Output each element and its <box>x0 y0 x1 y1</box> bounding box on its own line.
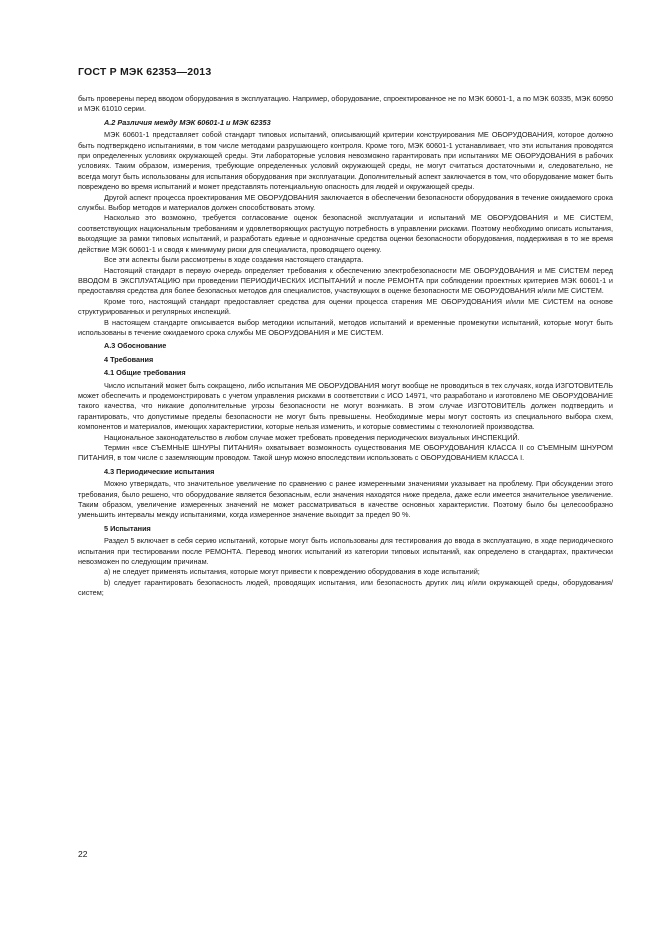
body-paragraph: быть проверены перед вводом оборудования в эксплуатацию. Например, оборудование, спроектированное не по МЭК 60601-1, а по МЭК 60335, МЭК 60950 и МЭК 61010 серии. <box>78 94 613 114</box>
section-heading: 4.1 Общие требования <box>104 368 186 378</box>
body-paragraph: В настоящем стандарте описывается выбор методики испытаний, методов испытаний и временные промежутки испытаний, которые могут быть использованы в течение ожидаемого срока службы МЕ ОБОРУДОВАНИЯ и МЕ СИСТЕМ. <box>78 317 613 337</box>
body-paragraph: Термин «все СЪЕМНЫЕ ШНУРЫ ПИТАНИЯ» охватывает возможность существования МЕ ОБОРУДОВАНИЯ КЛАССА II со СЪЕМНЫМ ШНУРОМ ПИТАНИЯ, в том числе с заземляющим проводом. Такой шнур можно впоследствии использовать с ОБОРУДОВАНИЕМ КЛАССА I. <box>78 443 613 463</box>
body-paragraph: Национальное законодательство в любом случае может требовать проведения периодических визуальных ИНСПЕКЦИЙ. <box>104 432 520 442</box>
section-heading: 5 Испытания <box>104 523 151 533</box>
body-paragraph: Раздел 5 включает в себя серию испытаний, которые могут быть использованы для тестирования до ввода в эксплуатацию, в ходе периодического испытания при тестировании после РЕМОНТА. Перевод многих испытаний из категории типовых испытаний, как определено в стандартах, практически невозможен по следующим причинам. <box>78 536 613 567</box>
body-paragraph: МЭК 60601-1 представляет собой стандарт типовых испытаний, описывающий критерии конструирования МЕ ОБОРУДОВАНИЯ, которое должно быть подтверждено испытаниями, в том числе методами разрушающего контроля. Кроме того, МЭК 60601-1 устанавливает, что эти испытания проводятся при определенных условиях окружающей среды. Эти лабораторные условия невозможно гарантировать при испытаниях МЕ ОБОРУДОВАНИЯ в рабочих условиях. Таким образом, измерения, требующие определенных условий окружающей среды, не могут считаться достаточными и, следовательно, не всегда могут быть использованы для испытания оборудования при эксплуатации. Дополнительный аспект заключается в том, что оборудование может быть повреждено во время испытаний и может представлять потенциальную опасность для людей и окружающей среды. <box>78 130 613 192</box>
section-heading: А.2 Различия между МЭК 60601-1 и МЭК 62353 <box>104 117 271 127</box>
document-header: ГОСТ Р МЭК 62353—2013 <box>78 66 212 78</box>
page-number: 22 <box>78 849 88 859</box>
body-paragraph: Все эти аспекты были рассмотрены в ходе создания настоящего стандарта. <box>104 255 364 265</box>
section-heading: 4.3 Периодические испытания <box>104 466 215 476</box>
body-paragraph: а) не следует применять испытания, которые могут привести к повреждению оборудования в ходе испытаний; <box>104 567 480 577</box>
body-paragraph: Число испытаний может быть сокращено, либо испытания МЕ ОБОРУДОВАНИЯ могут вообще не проводиться в тех случаях, когда ИЗГОТОВИТЕЛЬ может обеспечить и продемонстрировать с учетом управления рисками в соответствии с ИСО 14971, что разработано и изготовлено МЕ ОБОРУДОВАНИЕ такого качества, что никакие дополнительные угрозы безопасности не могут возникать. В этом случае ИЗГОТОВИТЕЛЬ должен подтвердить и гарантировать, что допустимые пределы безопасности не могут быть превышены. Необходимые меры могут состоять из специального выбора схем, компонентов и материалов, имеющих характеристики, которые нельзя изменить, и которые совместимы с технологией производства. <box>78 380 613 432</box>
body-paragraph: Настоящий стандарт в первую очередь определяет требования к обеспечению электробезопасности МЕ ОБОРУДОВАНИЯ и МЕ СИСТЕМ перед ВВОДОМ В ЭКСПЛУАТАЦИЮ при проведении ПЕРИОДИЧЕСКИХ ИСПЫТАНИЙ и после РЕМОНТА при соблюдении проектных критериев МЭК 60601-1 и предоставляя средства для более безопасных методов для специалистов, участвующих в оценке безопасности МЕ ОБОРУДОВАНИЯ и/или МЕ СИСТЕМ. <box>78 265 613 296</box>
body-paragraph: b) следует гарантировать безопасность людей, проводящих испытания, или безопасность других лиц и/или окружающей среды, оборудования/систем; <box>78 577 613 598</box>
body-paragraph: Кроме того, настоящий стандарт предоставляет средства для оценки процесса старения МЕ ОБОРУДОВАНИЯ и/или МЕ СИСТЕМ на основе структурированных и регулярных инспекций. <box>78 296 613 317</box>
body-paragraph: Насколько это возможно, требуется согласование оценок безопасной эксплуатации и испытаний МЕ ОБОРУДОВАНИЯ и МЕ СИСТЕМ, соответствующих национальным требованиям и удовлетворяющих растущую потребность в управлении рисками. Поэтому необходимо описать испытания, выходящие за рамки типовых испытаний, и разработать единые и однозначные средства оценки безопасности оборудования, поддерживая в то же время действие МЭК 60601-1 и сводя к минимуму риски для специалиста, проводящего оценку. <box>78 213 613 254</box>
body-paragraph: Можно утверждать, что значительное увеличение по сравнению с ранее измеренными значениями указывает на проблему. При обсуждении этого требования, было решено, что оборудование является безопасным, если значения находятся ниже предела, даже если имеется значительное увеличение. Таким образом, увеличение измеренных значений не может рассматриваться в качестве основных характеристик. Поэтому было бы целесообразно уменьшить интервалы между испытаниями, когда измеренное значение выходит за предел 90 %. <box>78 479 613 520</box>
section-heading: 4 Требования <box>104 354 154 364</box>
document-body <box>78 94 613 599</box>
section-heading: А.3 Обоснование <box>104 341 167 351</box>
body-paragraph: Другой аспект процесса проектирования МЕ ОБОРУДОВАНИЯ заключается в обеспечении безопасности оборудования в течение ожидаемого срока службы. Выбор методов и материалов должен способствовать этому. <box>78 192 613 213</box>
